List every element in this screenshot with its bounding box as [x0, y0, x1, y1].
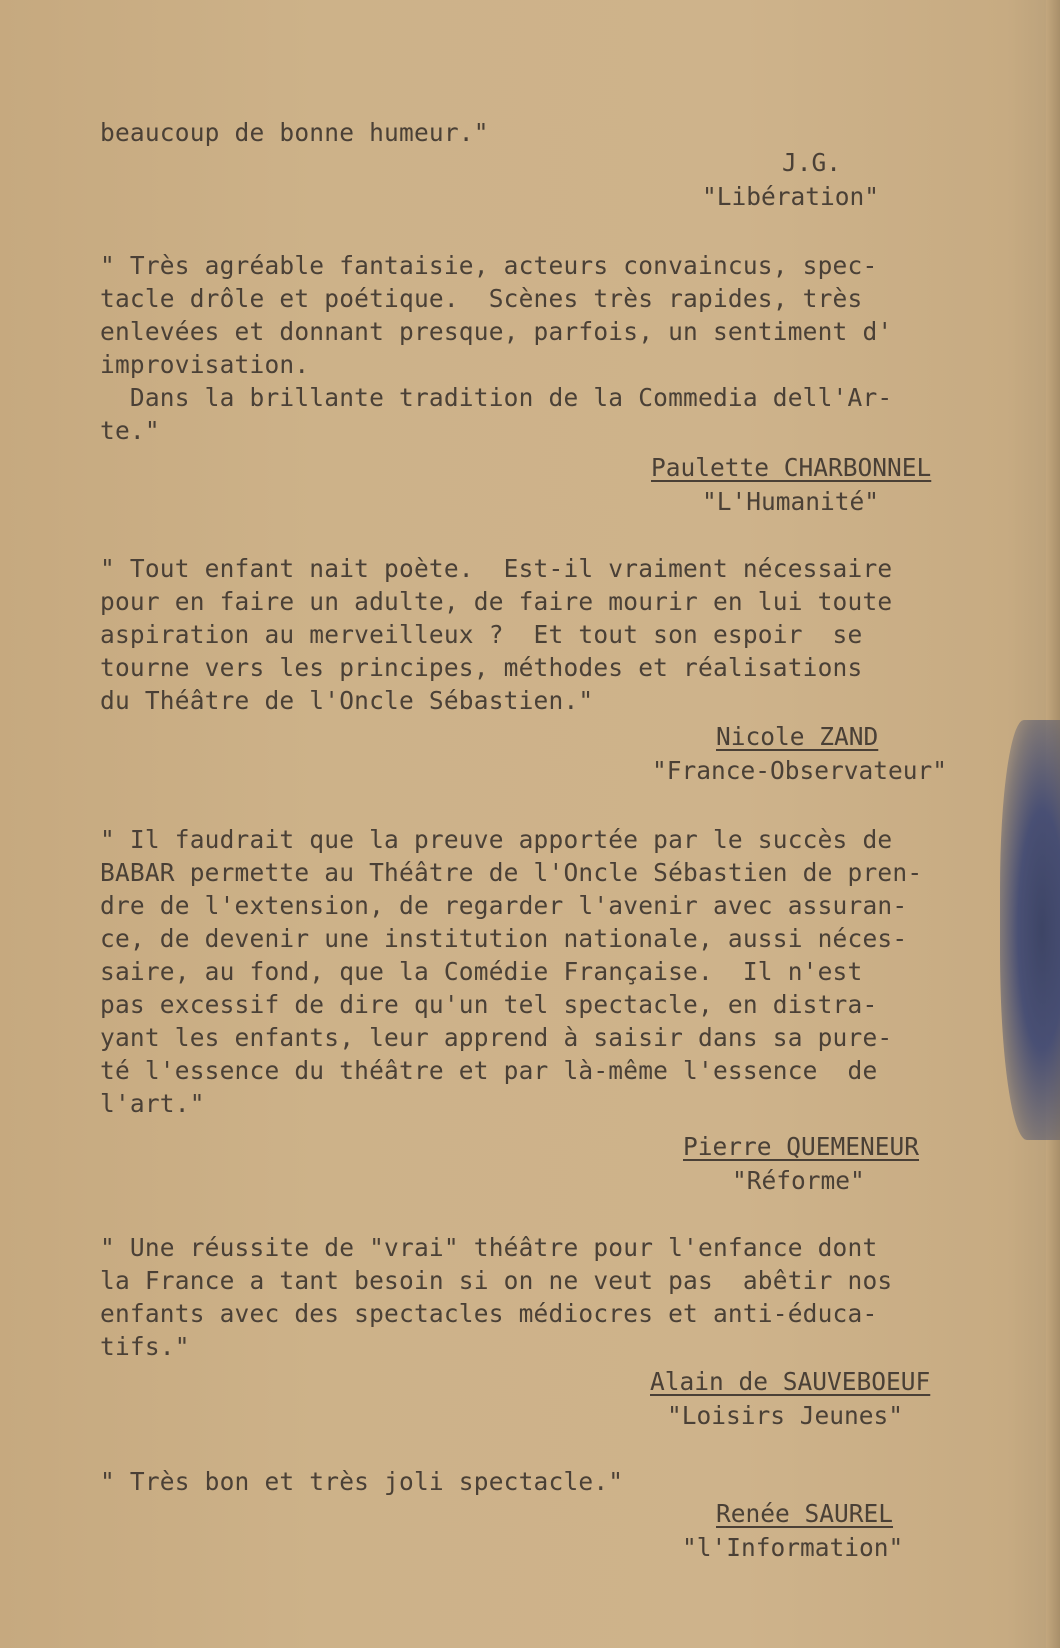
quote-1: [100, 116, 980, 149]
quote-line: l'art.": [100, 1089, 205, 1118]
quote-line: enlevées et donnant presque, parfois, un sentiment d': [100, 317, 893, 346]
quote-6-author: [716, 1497, 893, 1530]
quote-line: yant les enfants, leur apprend à saisir dans sa pure-: [100, 1023, 893, 1052]
quote-6: [100, 1465, 980, 1498]
quote-line: Dans la brillante tradition de la Commedia dell'Ar-: [100, 383, 893, 412]
quote-1-source: "Libération": [702, 182, 880, 211]
quote-line: tourne vers les principes, méthodes et réalisations: [100, 653, 863, 682]
quote-line: té l'essence du théâtre et par là-même l'essence de: [100, 1056, 878, 1085]
quote-line: " Très agréable fantaisie, acteurs convaincus, spec-: [100, 251, 878, 280]
author-name: Pierre QUEMENEUR: [683, 1132, 920, 1161]
quote-line: la France a tant besoin si on ne veut pas abêtir nos: [100, 1266, 893, 1295]
quote-2-author: [651, 451, 931, 484]
quote-1-author: J.G.: [782, 148, 842, 177]
quote-5-source: "Loisirs Jeunes": [667, 1401, 904, 1430]
quote-line: aspiration au merveilleux ? Et tout son espoir se: [100, 620, 863, 649]
quote-line: te.": [100, 416, 160, 445]
quote-4-source: "Réforme": [732, 1166, 865, 1195]
quote-line: ce, de devenir une institution nationale, aussi néces-: [100, 924, 908, 953]
quote-line: beaucoup de bonne humeur.": [100, 118, 489, 147]
quote-3-author: [716, 720, 878, 753]
author-name: Paulette CHARBONNEL: [651, 453, 932, 482]
quote-3-source: "France-Observateur": [652, 756, 948, 785]
author-name: Renée SAUREL: [716, 1499, 894, 1528]
quote-line: pour en faire un adulte, de faire mourir en lui toute: [100, 587, 893, 616]
quote-2: [100, 249, 980, 447]
quote-4-author: [683, 1130, 919, 1163]
quote-line: dre de l'extension, de regarder l'avenir avec assuran-: [100, 891, 908, 920]
ink-stain: [1000, 720, 1060, 1140]
quote-line: BABAR permette au Théâtre de l'Oncle Sébastien de pren-: [100, 858, 923, 887]
quote-2-source: "L'Humanité": [702, 487, 880, 516]
quote-line: " Très bon et très joli spectacle.": [100, 1467, 624, 1496]
quote-line: " Tout enfant nait poète. Est-il vraiment nécessaire: [100, 554, 893, 583]
quote-line: tifs.": [100, 1332, 190, 1361]
quote-line: tacle drôle et poétique. Scènes très rapides, très: [100, 284, 863, 313]
quote-line: " Une réussite de "vrai" théâtre pour l'enfance dont: [100, 1233, 878, 1262]
quote-line: " Il faudrait que la preuve apportée par le succès de: [100, 825, 893, 854]
author-name: Alain de SAUVEBOEUF: [650, 1367, 931, 1396]
quote-line: saire, au fond, que la Comédie Française. Il n'est: [100, 957, 863, 986]
quote-5-author: [650, 1365, 930, 1398]
author-name: Nicole ZAND: [716, 722, 879, 751]
quote-line: enfants avec des spectacles médiocres et anti-éduca-: [100, 1299, 878, 1328]
quote-3: [100, 552, 980, 717]
quote-6-source: "l'Information": [682, 1533, 904, 1562]
quote-5: [100, 1231, 980, 1363]
quote-line: pas excessif de dire qu'un tel spectacle, en distra-: [100, 990, 878, 1019]
quote-4: [100, 823, 980, 1120]
quote-line: improvisation.: [100, 350, 310, 379]
quote-line: du Théâtre de l'Oncle Sébastien.": [100, 686, 594, 715]
